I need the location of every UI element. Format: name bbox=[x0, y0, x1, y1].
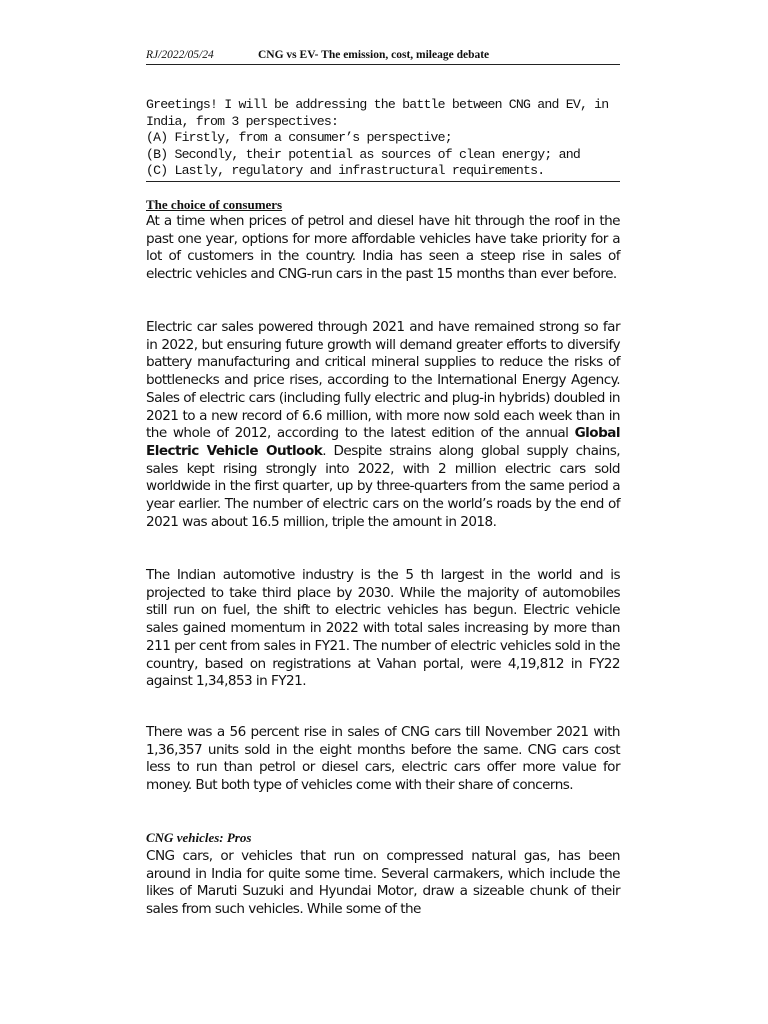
paragraph-text-start: Electric car sales powered through 2021 and have remained strong so far in 2022, but ensuring future growth will demand greater efforts to diversify battery manufacturing and critical mineral supplies to reduce the risks of bottlenecks and price rises, according to the International Energy Agency. Sales of electric cars (including fully electric and plug-in hybrids) doubled in 2021 to a new record of 6.6 million, with more now sold each week than in the whole of 2012, according to the latest edition of the annual bbox=[146, 319, 620, 442]
paragraph-text: The Indian automotive industry is the 5 th largest in the world and is projected to take third place by 2030. While the majority of automobiles still run on fuel, the shift to electric vehicles has begun. Electric vehicle sales gained momentum in 2022 with total sales increasing by more than 211 per cent from sales in FY21. The number of electric vehicles sold in the country, based on registrations at Vahan portal, were 4,19,812 in FY22 against 1,34,853 in FY21. bbox=[146, 567, 620, 690]
section-heading-consumers: The choice of consumers bbox=[146, 197, 283, 212]
paragraph-consumers-1 bbox=[146, 213, 620, 284]
page-header bbox=[146, 49, 620, 65]
paragraph-text: CNG cars, or vehicles that run on compressed natural gas, has been around in India for quite some time. Several carmakers, which include the likes of Maruti Suzuki and Hyundai Motor, draw a sizeable chunk of their sales from such vehicles. While some of the bbox=[146, 848, 620, 918]
paragraph-text: At a time when prices of petrol and diesel have hit through the roof in the past one year, options for more affordable vehicles have take priority for a lot of customers in the country. India has seen a steep rise in sales of electric vehicles and CNG-run cars in the past 15 months than ever before. bbox=[146, 213, 620, 283]
paragraph-text bbox=[146, 319, 620, 531]
paragraph-consumers-3 bbox=[146, 567, 620, 691]
paragraph-consumers-4 bbox=[146, 724, 620, 795]
intro-item-c: (C) Lastly, regulatory and infrastructural requirements. bbox=[146, 163, 545, 179]
report-title-bold: Global Electric Vehicle Outlook bbox=[146, 425, 620, 459]
intro-item-b: (B) Secondly, their potential as sources of clean energy; and bbox=[146, 146, 580, 162]
paragraph-text-end: . Despite strains along global supply chains, sales kept rising strongly into 2022, with 2 million electric cars sold worldwide in the first quarter, up by three-quarters from the same period a year earlier. The number of electric cars on the world’s roads by the end of 2021 was about 16.5 million, triple the amount in 2018. bbox=[146, 442, 620, 530]
document-title: CNG vs EV- The emission, cost, mileage debate bbox=[258, 49, 490, 61]
paragraph-text: There was a 56 percent rise in sales of CNG cars till November 2021 with 1,36,357 units sold in the eight months before the same. CNG cars cost less to run than petrol or diesel cars, electric cars offer more value for money. But both type of vehicles come with their share of concerns. bbox=[146, 724, 620, 794]
section-heading-cng-pros: CNG vehicles: Pros bbox=[146, 830, 252, 845]
intro-block bbox=[146, 97, 620, 182]
document-reference: RJ/2022/05/24 bbox=[146, 49, 214, 61]
intro-item-a: (A) Firstly, from a consumer’s perspective; bbox=[146, 130, 452, 146]
paragraph-cng-1 bbox=[146, 848, 620, 919]
paragraph-consumers-2 bbox=[146, 319, 620, 531]
intro-greeting: Greetings! I will be addressing the battle between CNG and EV, in India, from 3 perspectives: bbox=[146, 97, 609, 129]
